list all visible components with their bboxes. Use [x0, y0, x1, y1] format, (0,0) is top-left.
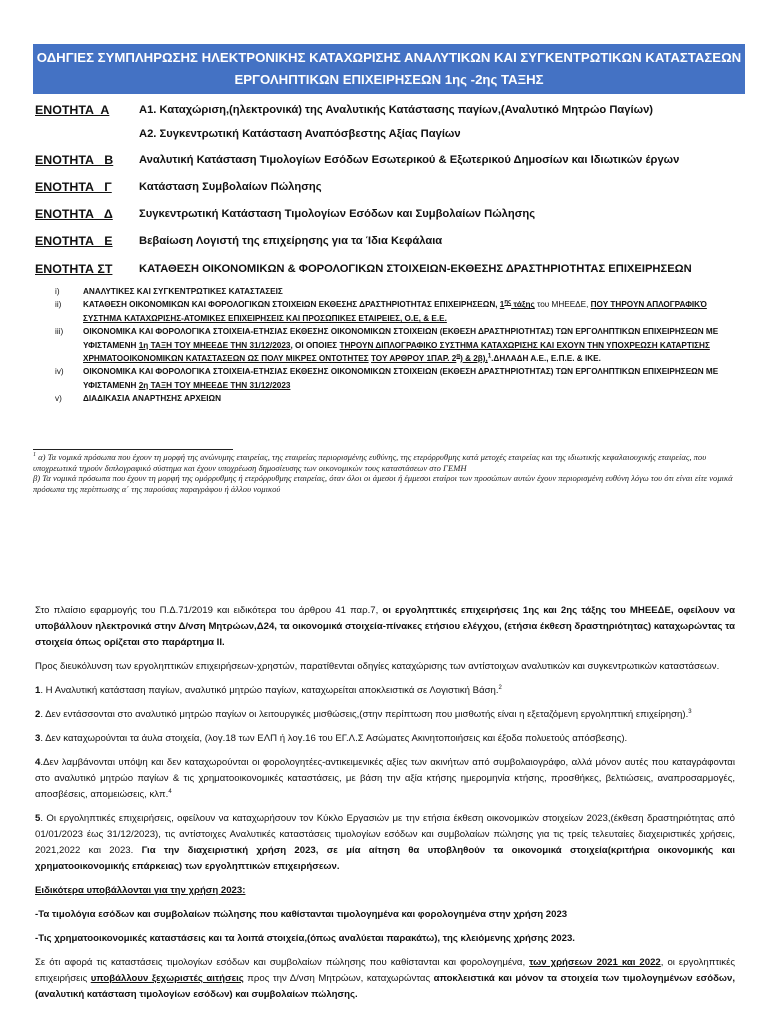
list-item-text: του ΜΗΕΕΔΕ,	[534, 300, 591, 310]
list-item	[55, 285, 745, 298]
paragraph-5	[35, 811, 735, 875]
paragraph-number: 5	[35, 813, 41, 824]
title-line-1: ΟΔΗΓΙΕΣ ΣΥΜΠΛΗΡΩΣΗΣ ΗΛΕΚΤΡΟΝΙΚΗΣ ΚΑΤΑΧΩΡΙΣΗΣ ΑΝΑΛΥΤΙΚΩΝ ΚΑΙ ΣΥΓΚΕΝΤΡΩΤΙΚΩΝ ΚΑΤΑΣΤΑΣΕΩΝ	[36, 50, 742, 65]
list-item-text: α	[456, 353, 461, 360]
section-e-text: Βεβαίωση Λογιστή της επιχείρησης για τα Ίδια Κεφάλαια	[139, 235, 443, 247]
section-g-label: ΕΝΟΤΗΤΑ Γ	[35, 180, 112, 194]
body-text	[35, 603, 735, 1011]
paragraph-intro	[35, 603, 735, 651]
paragraph-text: . Δεν εντάσσονται στο αναλυτικό μητρώο παγίων οι λειτουργικές μισθώσεις,(στην περίπτωση που μισθωτής είναι η εξεταζόμενη εργοληπτική επιχείρηση).	[40, 709, 689, 720]
section-d-label: ΕΝΟΤΗΤΑ Δ	[35, 207, 113, 221]
list-item	[55, 392, 745, 405]
list-item-text: 1	[499, 300, 505, 310]
list-item	[55, 365, 745, 392]
footnote-marker: 1	[33, 452, 36, 459]
list-item-text: ΟΙΚΟΝΟΜΙΚΑ ΚΑΙ ΦΟΡΟΛΟΓΙΚΑ ΣΤΟΙΧΕΙΑ-ΕΤΗΣΙΑΣ ΕΚΘΕΣΗΣ ΟΙΚΟΝΟΜΙΚΩΝ ΣΤΟΙΧΕΙΩΝ (ΕΚΘΕΣΗ ΔΡΑΣΤΗΡΙΟΤΗΤΑΣ) ΤΩΝ ΕΡΓΟΛΗΠΤΙΚΩΝ ΕΠΙΧΕΙΡΗΣΕΩΝ ΜΕ ΥΦΙΣΤΑΜΕΝΗ	[83, 367, 719, 390]
paragraph-previous-years	[35, 955, 735, 1003]
paragraph-number: 2	[35, 709, 41, 720]
paragraph-text: προς την Δ/νση Μητρώων, καταχωρώντας	[243, 973, 434, 984]
section-a-label: ΕΝΟΤΗΤΑ Α	[35, 103, 110, 117]
footnote-ref[interactable]: 2	[498, 684, 502, 691]
paragraph-text: , οι εργοληπτικές επιχειρήσεις	[35, 957, 735, 984]
list-item-text: ΠΟΥ ΤΗΡΟΥΝ ΑΠΛΟΓΡΑΦΙΚΌ ΣΥΣΤΗΜΑ ΚΑΤΑΧΩΡΙΣΗΣ-ΑΤΟΜΙΚΕΣ ΕΠΙΧΕΙΡΗΣΕΙΣ ΚΑΙ ΠΡΟΣΩΠΙΚΕΣ ΕΤΑΙΡΕΙΕΣ, Ο.Ε, & Ε.Ε.	[83, 300, 707, 323]
section-st-list	[55, 285, 745, 406]
paragraph-text: . Η Αναλυτική κατάσταση παγίων, αναλυτικό μητρώο παγίων, καταχωρείται αποκλειστικά σε Λογιστική Βάση.	[40, 685, 499, 696]
list-item-text: 2η ΤΑΞΗ ΤΟΥ ΜΗΕΕΔΕ ΤΗΝ 31/12/2023	[138, 380, 291, 390]
section-g-text: Κατάσταση Συμβολαίων Πώλησης	[139, 181, 322, 193]
paragraph-guidance: Προς διευκόλυνση των εργοληπτικών επιχειρήσεων-χρηστών, παρατίθενται οδηγίες καταχώρισης των αντίστοιχων αναλυτικών και συγκεντρωτικών καταστάσεων.	[35, 661, 720, 672]
footnote-ref[interactable]: 3	[688, 708, 692, 715]
list-item-text: ΑΝΑΛΥΤΙΚΕΣ ΚΑΙ ΣΥΓΚΕΝΤΡΩΤΙΚΕΣ ΚΑΤΑΣΤΑΣΕΙΣ	[83, 287, 283, 296]
paragraph-text: Στο πλαίσιο εφαρμογής του Π.Δ.71/2019 και ειδικότερα του άρθρου 41 παρ.7,	[35, 605, 383, 616]
list-item-number: ii)	[55, 300, 62, 310]
paragraph-1	[35, 683, 735, 699]
list-item-text: .ΔΗΛΑΔΗ Α.Ε., Ε.Π.Ε. & ΙΚΕ.	[491, 354, 601, 364]
list-item-number: iv)	[55, 367, 64, 377]
list-item-text: 1η ΤΑΞΗ ΤΟΥ ΜΗΕΕΔΕ ΤΗΝ 31/12/2023	[138, 340, 291, 350]
list-item-text: ΚΑΤΑΘΕΣΗ ΟΙΚΟΝΟΜΙΚΩΝ ΚΑΙ ΦΟΡΟΛΟΓΙΚΩΝ ΣΤΟΙΧΕΙΩΝ ΕΚΘΕΣΗΣ ΔΡΑΣΤΗΡΙΟΤΗΤΑΣ ΕΠΙΧΕΙΡΗΣΕΩΝ,	[83, 300, 500, 310]
subheading-2023: Ειδικότερα υποβάλλονται για την χρήση 2023:	[35, 885, 246, 896]
paragraph-4	[35, 755, 735, 803]
list-item-number: iii)	[55, 327, 64, 337]
list-item-number: v)	[55, 394, 62, 404]
paragraph-number: 4	[35, 757, 41, 768]
paragraph-number: 1	[35, 685, 41, 696]
list-item-text: ΤΗΡΟΥΝ ΔΙΠΛΟΓΡΑΦΙΚΟ ΣΥΣΤΗΜΑ ΚΑΤΑΧΩΡΙΣΗΣ ΚΑΙ ΕΧΟΥΝ ΤΗΝ ΥΠΟΧΡΕΩΣΗ ΚΑΤΑΡΤΙΣΗΣ ΧΡΗΜΑΤΟΟΙΚΟΝΟΜΙΚΩΝ ΚΑΤΑΣΤΑΣΕΩΝ ΩΣ ΠΟΛΥ ΜΙΚΡΕΣ ΟΝΤΟΤΗΤΕΣ	[83, 340, 710, 364]
footnote-text: α) Τα νομικά πρόσωπα που έχουν τη μορφή της ανώνυμης εταιρείας, της εταιρείας περιορισμένης ευθύνης, της ετερόρρυθμης κατά μετοχές εταιρείας και της ιδιωτικής κεφαλαιουχικής εταιρείας, που υποχρεωτικά τηρούν διπλογραφικό σύστημα και έχουν υποχρέωση δημοσίευσης των οικονομικών τους καταστάσεων στο ΓΕΜΗ	[33, 452, 707, 473]
document-title-banner	[33, 44, 745, 94]
footnote-divider	[33, 449, 233, 450]
section-e-label: ΕΝΟΤΗΤΑ Ε	[35, 234, 113, 248]
list-item-text: τάξης	[511, 300, 535, 310]
paragraph-text: αποκλειστικά και μόνον τα στοιχεία των τιμολογημένων εσόδων,(αναλυτική κατάσταση τιμολογίων εσόδων) και συμβολαίων πώλησης.	[35, 973, 735, 1000]
list-item	[55, 298, 745, 325]
section-st-label: ΕΝΟΤΗΤΑ ΣΤ	[35, 262, 113, 276]
list-item-number: i)	[55, 287, 60, 296]
bullet-invoices: -Τα τιμολόγια εσόδων και συμβολαίων πώλησης που καθίστανται τιμολογημένα και φορολογημένα στην χρήση 2023	[35, 909, 568, 920]
list-item-text: ΟΙΚΟΝΟΜΙΚΑ ΚΑΙ ΦΟΡΟΛΟΓΙΚΑ ΣΤΟΙΧΕΙΑ-ΕΤΗΣΙΑΣ ΕΚΘΕΣΗΣ ΟΙΚΟΝΟΜΙΚΩΝ ΣΤΟΙΧΕΙΩΝ (ΕΚΘΕΣΗ ΔΡΑΣΤΗΡΙΟΤΗΤΑΣ) ΤΩΝ ΕΡΓΟΛΗΠΤΙΚΩΝ ΕΠΙΧΕΙΡΗΣΕΩΝ ΜΕ ΥΦΙΣΤΑΜΕΝΗ	[83, 327, 719, 350]
section-b-label: ΕΝΟΤΗΤΑ Β	[35, 153, 114, 167]
paragraph-text: .Δεν λαμβάνονται υπόψη και δεν καταχωρούνται οι φορολογητέες-αντικειμενικές αξίες των ακινήτων από συμβολαιογράφο, αλλά μόνον αυτές που καταγράφονται στο αναλυτικό μητρώο παγίων & τις χρηματοοικονομικές καταστάσεις, με βάση την αξία κτήσης ημερομηνία κτήσης, προσθήκες, βελτιώσεις, αναπροσαρμογές, αποσβέσεις, απομειώσεις, κλπ.	[35, 757, 735, 800]
list-item-text: ) & 2β),	[460, 354, 488, 364]
paragraph-2	[35, 707, 735, 723]
footnote-b: β) Τα νομικά πρόσωπα που έχουν τη μορφή της ομόρρυθμης ή ετερόρρυθμης εταιρείας, όταν όλοι οι άμεσοι ή έμμεσοι εταίροι των προσώπων αυτών έχουν περιορισμένη ευθύνη λόγω του ότι είναι είτε νομικά πρόσωπα της περίπτωσης α΄ της παρούσας παραγράφου ή άλλου νομικού	[33, 473, 733, 494]
list-item-text: ης	[504, 299, 512, 306]
paragraph-text: . Δεν καταχωρούνται τα άυλα στοιχεία, (λογ.18 των ΕΛΠ ή λογ.16 του ΕΓ.Λ.Σ Ασώματες Ακινητοποιήσεις και έξοδα πολυετούς απόσβεσης).	[40, 733, 628, 744]
footnote-ref[interactable]: 4	[168, 788, 172, 795]
list-item-text: ΤΟΥ ΑΡΘΡΟΥ 1ΠΑΡ. 2	[370, 354, 457, 364]
list-item-text: , ΟΙ ΟΠΟΙΕΣ	[290, 340, 340, 350]
paragraph-3	[35, 731, 735, 747]
bullet-statements: -Τις χρηματοοικονομικές καταστάσεις και τα λοιπά στοιχεία,(όπως αναλύεται παρακάτω), της κλειόμενης χρήσης 2023.	[35, 933, 575, 944]
section-a-item-2: Α2. Συγκεντρωτική Κατάσταση Αναπόσβεστης Αξίας Παγίων	[139, 128, 461, 140]
footnote-ref[interactable]: 1	[487, 353, 492, 360]
paragraph-text: οι εργοληπτικές επιχειρήσεις 1ης και 2ης τάξης του ΜΗΕΕΔΕ, οφείλουν να υποβάλλουν ηλεκτρονικά στην Δ/νση Μητρώων,Δ24, τα οικονομικά στοιχεία-πίνακες ετήσιου ελέγχου, (ετήσια έκθεση δραστηριότητας) καταχωρώντας τα στοιχεία όπως ορίζεται στο παράρτημα ΙΙ.	[35, 605, 735, 648]
list-item	[55, 325, 745, 365]
paragraph-number: 3	[35, 733, 41, 744]
footnote	[33, 452, 745, 494]
paragraph-text: . Οι εργοληπτικές επιχειρήσεις, οφείλουν να καταχωρήσουν τον Κύκλο Εργασιών με την ετήσια έκθεση οικονομικών στοιχείων 2023,(έκθεση δραστηριότητας από 01/01/2023 έως 31/12/2023), τις αντίστοιχες Αναλυτικές καταστάσεις τιμολογίων εσόδων και συμβολαίων πώλησης για τις τρείς τελευταίες διαχειριστικές χρήσεις, 2021,2022 και 2023.	[35, 813, 735, 856]
footnote-a	[33, 452, 745, 473]
section-a-item-1: Α1. Καταχώριση,(ηλεκτρονικά) της Αναλυτικής Κατάστασης παγίων,(Αναλυτικό Μητρώο Παγίων)	[139, 104, 654, 116]
section-st-text: ΚΑΤΑΘΕΣΗ ΟΙΚΟΝΟΜΙΚΩΝ & ΦΟΡΟΛΟΓΙΚΩΝ ΣΤΟΙΧΕΙΩΝ-ΕΚΘΕΣΗΣ ΔΡΑΣΤΗΡΙΟΤΗΤΑΣ ΕΠΙΧΕΙΡΗΣΕΩΝ	[139, 263, 692, 275]
paragraph-text: Σε ότι αφορά τις καταστάσεις τιμολογίων εσόδων και συμβολαίων πώλησης που καθίστανται και φορολογημένα,	[35, 957, 530, 968]
paragraph-text: υποβάλλουν ξεχωριστές αιτήσεις	[90, 973, 244, 984]
paragraph-text: Για την διαχειριστική χρήση 2023, σε μία αίτηση θα υποβληθούν τα οικονομικά στοιχεία(κριτήρια οικονομικής και χρηματοοικονομικής επάρκειας) των εργοληπτικών επιχειρήσεων.	[35, 845, 736, 872]
section-d-text: Συγκεντρωτική Κατάσταση Τιμολογίων Εσόδων και Συμβολαίων Πώλησης	[139, 208, 536, 220]
title-line-2: ΕΡΓΟΛΗΠΤΙΚΩΝ ΕΠΙΧΕΙΡΗΣΕΩΝ 1ης -2ης ΤΑΞΗΣ	[234, 72, 544, 87]
section-b-text: Αναλυτική Κατάσταση Τιμολογίων Εσόδων Εσωτερικού & Εξωτερικού Δημοσίων και Ιδιωτικών έργων	[139, 154, 680, 166]
list-item-text: ΔΙΑΔΙΚΑΣΙΑ ΑΝΑΡΤΗΣΗΣ ΑΡΧΕΙΩΝ	[83, 394, 221, 404]
paragraph-text: των χρήσεων 2021 και 2022	[529, 957, 661, 968]
